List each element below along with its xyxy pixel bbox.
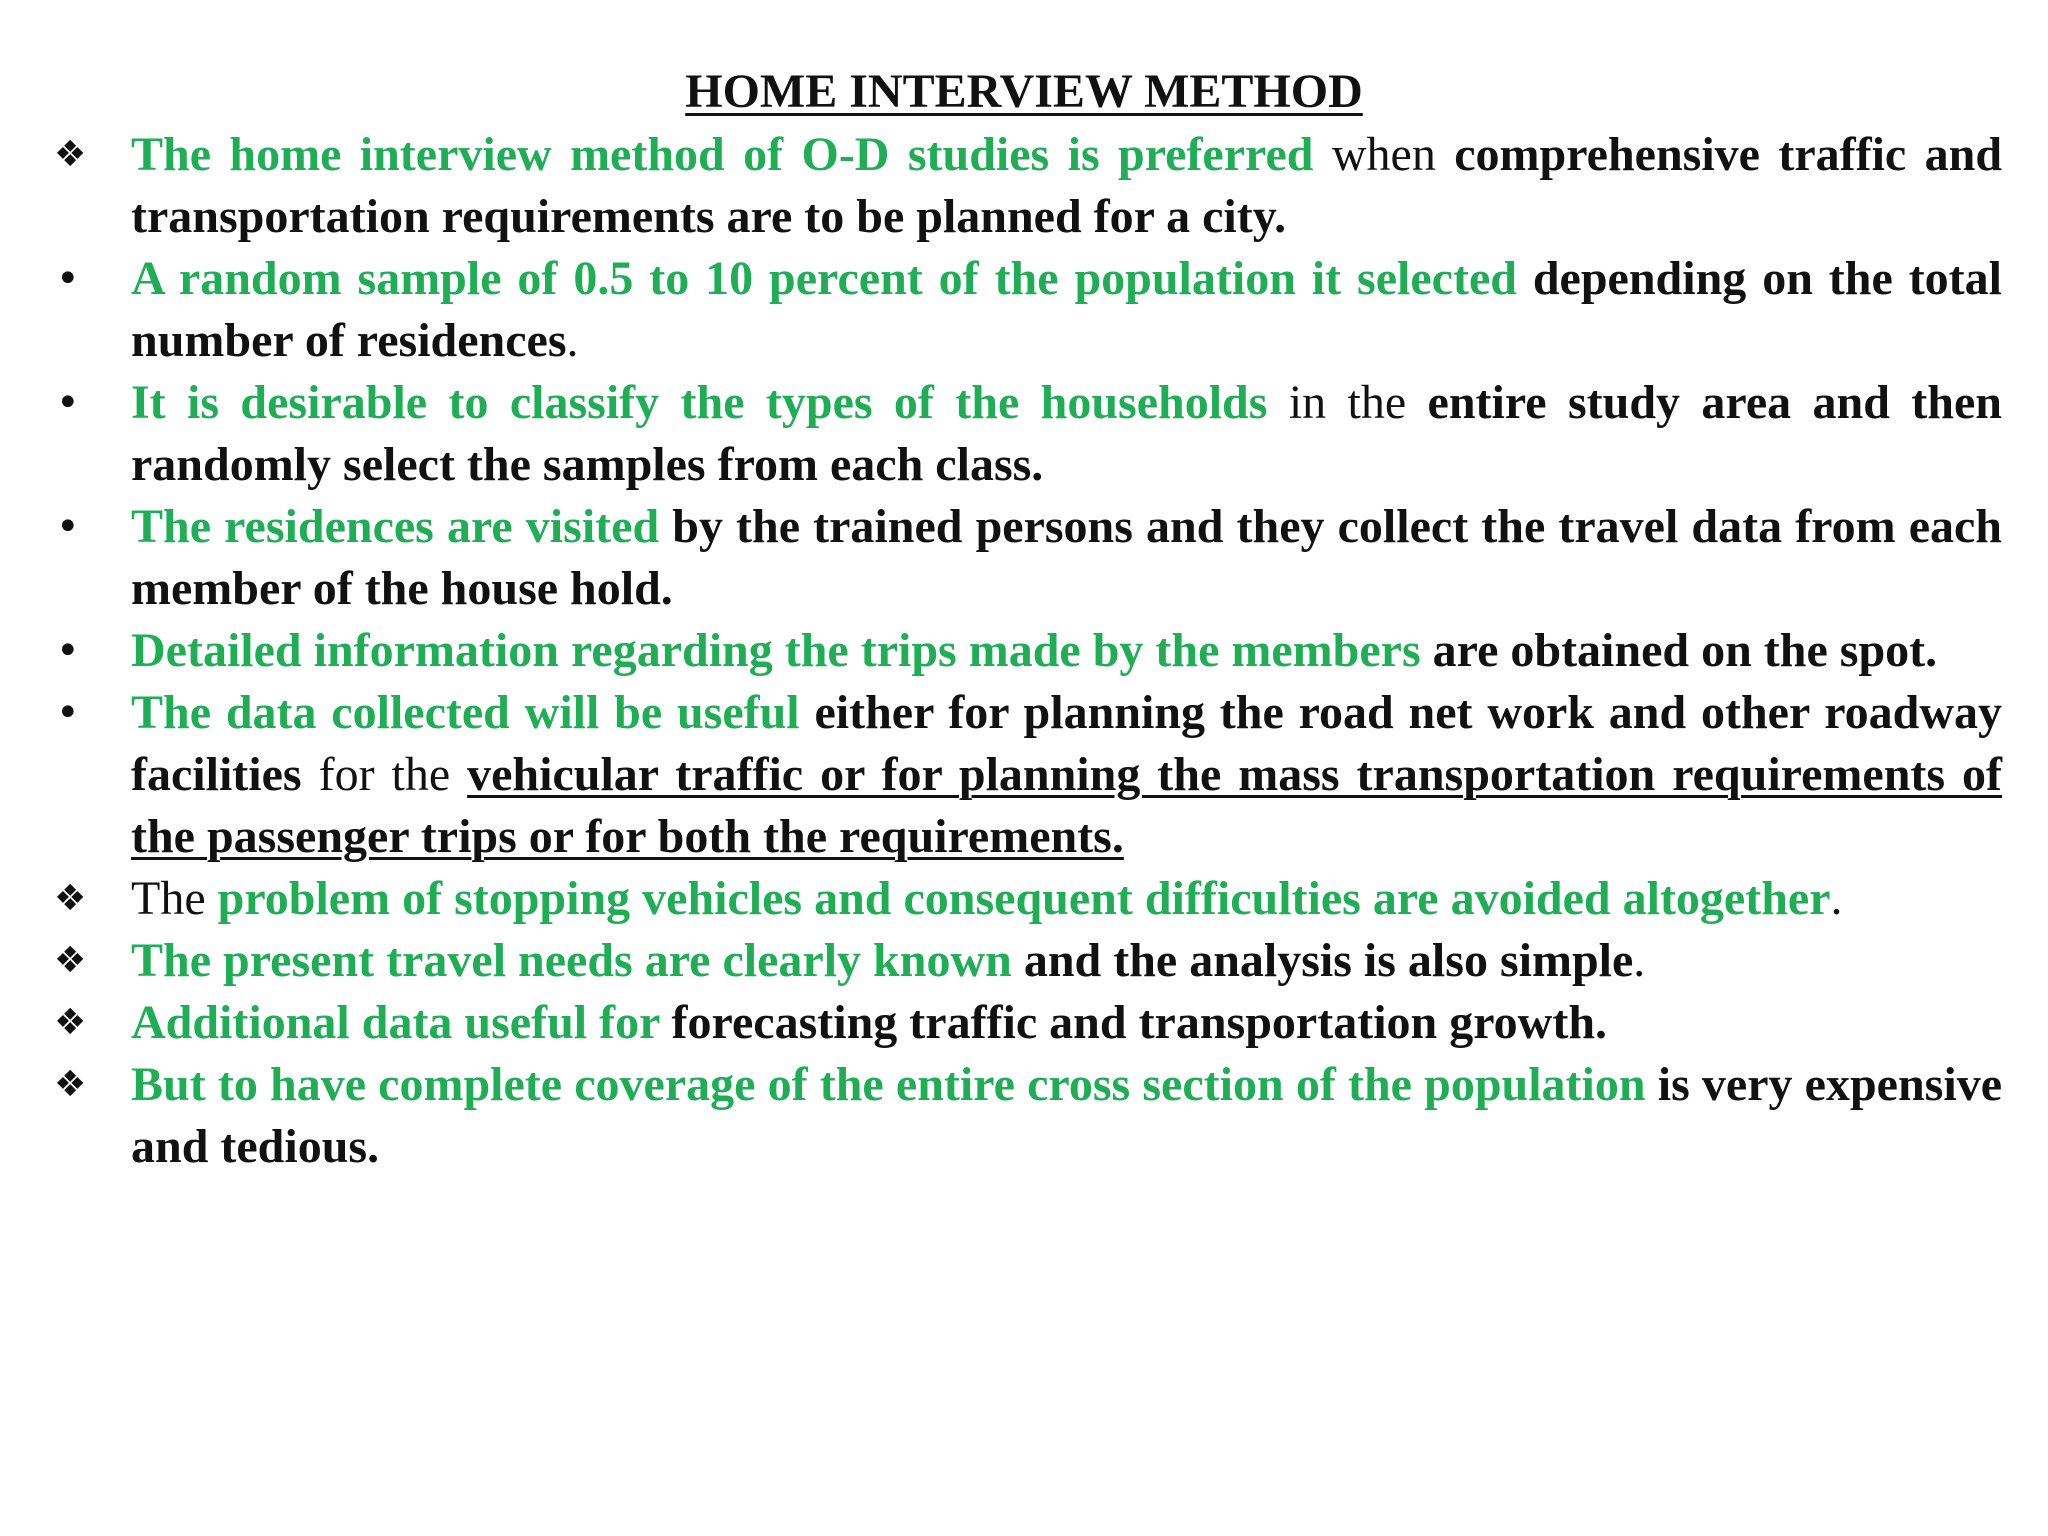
list-item [0, 868, 2002, 930]
highlight-text: problem of stopping vehicles and consequent difficulties are avoided altogether [217, 872, 1831, 925]
highlight-text: The residences are visited [131, 500, 660, 553]
bold-text: is very expensive and tedious. [131, 1058, 2003, 1173]
diamond-bullet-icon: ❖ [54, 134, 87, 175]
underlined-bold-text: vehicular traffic or for planning the mass transportation requirements of the passenger trips or for both the requirements. [131, 748, 2002, 863]
round-bullet-icon: • [56, 256, 80, 302]
round-bullet-icon: • [56, 380, 80, 426]
body-text: . [566, 314, 579, 367]
list-item [0, 1054, 2002, 1178]
highlight-text: The present travel needs are clearly known [131, 934, 1012, 987]
body-text: . [1830, 872, 1843, 925]
body-text: . [1633, 934, 1646, 987]
list-item [0, 496, 2002, 620]
diamond-bullet-icon: ❖ [54, 1064, 87, 1105]
list-item [0, 992, 2002, 1054]
body-text: when [1313, 128, 1455, 181]
body-text: for the [301, 748, 468, 801]
bold-text: comprehensive traffic and transportation requirements are to be planned for a city. [131, 128, 2003, 243]
bold-text: and the analysis is also simple [1011, 934, 1634, 987]
list-item [0, 620, 2002, 682]
highlight-text: But to have complete coverage of the entire cross section of the population [131, 1058, 1646, 1111]
bold-text: by the trained persons and they collect the travel data from each member of the house hold. [131, 500, 2003, 615]
round-bullet-icon: • [56, 504, 80, 550]
bold-text: are obtained on the spot. [1420, 624, 1938, 677]
highlight-text: Detailed information regarding the trips made by the members [131, 624, 1421, 677]
body-text: in the [1267, 376, 1428, 429]
bold-text: entire study area and then randomly select the samples from each class. [131, 376, 2002, 491]
round-bullet-icon: • [56, 628, 80, 674]
list-item [0, 372, 2002, 496]
diamond-bullet-icon: ❖ [54, 878, 87, 919]
highlight-text: Additional data useful for [131, 996, 660, 1049]
highlight-text: A random sample of 0.5 to 10 percent of the population it selected [131, 252, 1517, 305]
bold-text: forecasting traffic and transportation growth. [659, 996, 1608, 1049]
list-item [0, 682, 2002, 868]
diamond-bullet-icon: ❖ [54, 1002, 87, 1043]
round-bullet-icon: • [56, 690, 80, 736]
bullet-list [0, 124, 2048, 1178]
diamond-bullet-icon: ❖ [54, 940, 87, 981]
highlight-text: It is desirable to classify the types of the households [131, 376, 1268, 429]
slide-title: HOME INTERVIEW METHOD [685, 65, 1363, 118]
highlight-text: The home interview method of O-D studies is preferred [131, 128, 1314, 181]
list-item [0, 930, 2002, 992]
body-text: The [131, 872, 218, 925]
list-item [0, 124, 2002, 248]
list-item [0, 248, 2002, 372]
bold-text: depending on the total number of residences [131, 252, 2002, 367]
bold-text: either for planning the road net work and other roadway facilities [131, 686, 2002, 801]
highlight-text: The data collected will be useful [131, 686, 800, 739]
